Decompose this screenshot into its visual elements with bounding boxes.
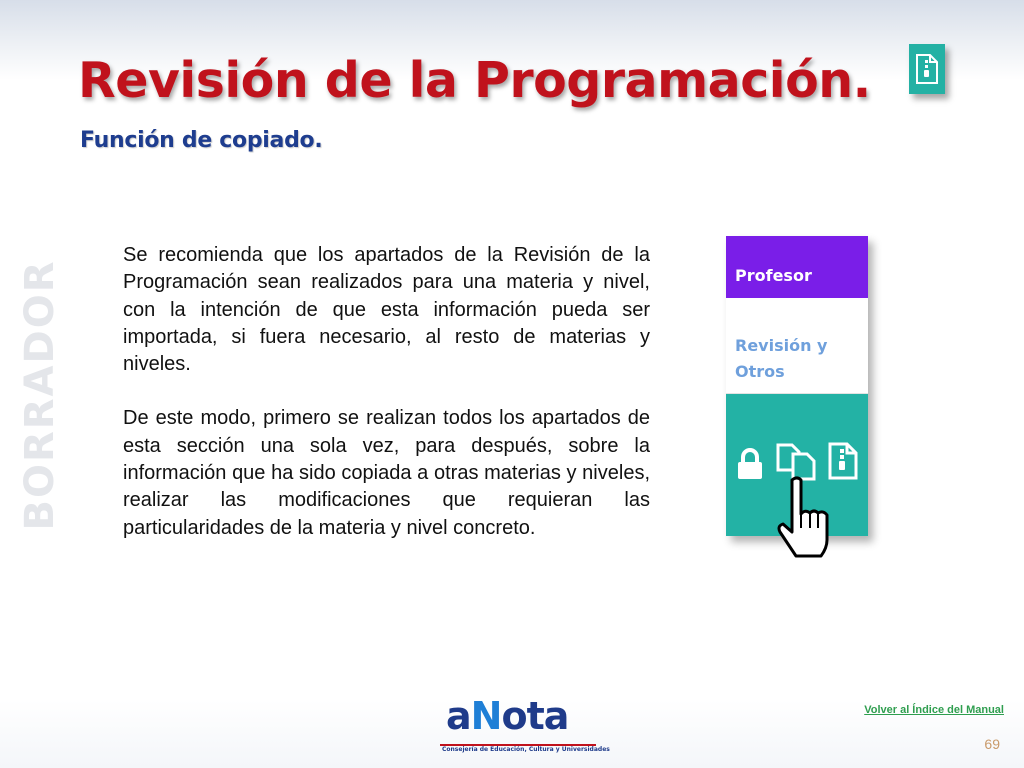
hand-cursor-icon xyxy=(774,476,836,560)
zip-file-icon[interactable] xyxy=(909,44,945,94)
logo-subtitle: Consejería de Educación, Cultura y Universidades xyxy=(442,746,610,753)
page-number: 69 xyxy=(984,736,1000,752)
logo-wordmark xyxy=(446,694,568,738)
lock-icon[interactable] xyxy=(736,448,764,480)
logo-letters-rest: ota xyxy=(501,694,569,738)
app-menu-screenshot xyxy=(726,236,868,536)
paragraph: Se recomienda que los apartados de la Revisión de la Programación sean realizados para una materia y nivel, con la intención de que esta información pueda ser importada, si fuera necesario, al resto de materias y niveles. xyxy=(123,244,650,376)
back-to-index-link[interactable]: Volver al Índice del Manual xyxy=(864,704,1004,716)
paragraph: De este modo, primero se realizan todos los apartados de esta sección una sola vez, para después, sobre la información que ha sido copiada a otras materias y niveles, realizar las modificaciones que requieran las particularidades de la materia y nivel concreto. xyxy=(123,407,650,539)
zip-file-icon[interactable] xyxy=(828,442,858,480)
logo-letter-a: a xyxy=(446,694,471,738)
menu-item-revision-otros[interactable] xyxy=(726,298,868,394)
slide-subtitle: Función de copiado. xyxy=(80,128,323,153)
slide-title: Revisión de la Programación. xyxy=(78,52,871,109)
menu-header-profesor[interactable]: Profesor xyxy=(726,236,868,298)
logo-letter-n: N xyxy=(470,694,502,738)
body-text xyxy=(123,242,650,542)
draft-watermark: BORRADOR xyxy=(17,259,63,531)
menu-item-label-line2: Otros xyxy=(735,362,785,381)
anota-logo xyxy=(440,694,610,766)
menu-tools-panel xyxy=(726,394,868,536)
menu-item-label-line1: Revisión y xyxy=(735,336,828,355)
